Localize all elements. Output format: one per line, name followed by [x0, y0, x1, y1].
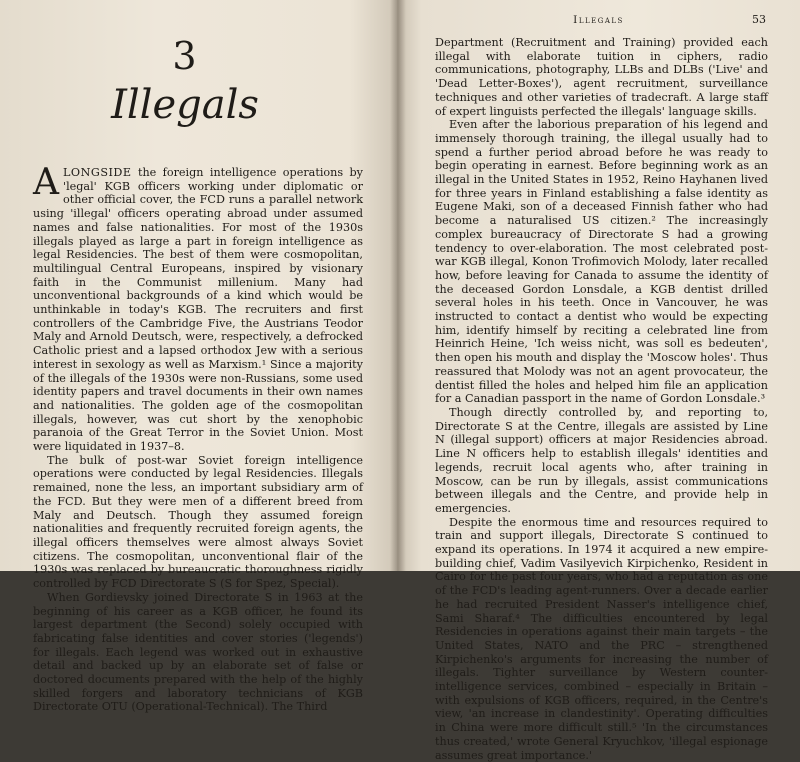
book-gutter [390, 0, 406, 571]
drop-cap: A [33, 162, 59, 203]
left-paragraph-1 [33, 162, 363, 454]
right-paragraph-2: Even after the laborious preparation of his legend and immensely thorough training, the illegal usually had to spend a further period abroad before he was ready to begin operating in earnest. Before beginning work as an illegal in the United States in 1952, Reino Hayhanen lived for three years in Finland establishing a false identity as Eugene Maki, son of a deceased Finnish father who had become a naturalised US citizen.² The increasingly complex bureaucracy of Directorate S had a growing tendency to over-elaboration. The most celebrated post-war KGB illegal, Konon Trofimovich Molody, later recalled how, before leaving for Canada to assume the identity of the deceased Gordon Lonsdale, a KGB dentist drilled several holes in his teeth. Once in Vancouver, he was instructed to contact a dentist who would be expecting him, identify himself by reciting a celebrated line from Heinrich Heine, 'Ich weiss nicht, was soll es bedeuten', then open his mouth and display the 'Moscow holes'. Thus reassured that Molody was not an agent provocateur, the dentist filled the holes and helped him file an application for a Canadian passport in the name of Gordon Lonsdale.³ [435, 118, 768, 406]
right-paragraph-1: Department (Recruitment and Training) provided each illegal with elaborate tuition in ciphers, radio communications, photography, LLBs and DLBs ('Live' and 'Dead Letter-Boxes'), agent recruitment, surveillance techniques and other varieties of tradecraft. A large staff of expert linguists perfected the illegals' language skills. [435, 36, 768, 118]
page-number: 53 [752, 13, 766, 26]
right-page-body [435, 36, 768, 762]
running-head: Illegals [573, 14, 624, 26]
left-paragraph-1-text: the foreign intelligence operations by 'legal' KGB officers working under diplomatic or other official cover, the FCD runs a parallel network using 'illegal' officers operating abroad under assumed names and false nationalities. For most of the 1930s illegals played as large a part in foreign intelligence as legal Residencies. The best of them were cosmopolitan, multilingual Central Europeans, inspired by visionary faith in the Communist millenium. Many had unconventional backgrounds of a kind which would be unthinkable in today's KGB. The recruiters and first controllers of the Cambridge Five, the Austrians Teodor Maly and Arnold Deutsch, were, respectively, a defrocked Catholic priest and a lapsed orthodox Jew with a serious interest in sexology as well as Marxism.¹ Since a majority of the illegals of the 1930s were non-Russians, some used identity papers and travel documents in their own names and nationalities. The golden age of the cosmopolitan illegals, however, was cut short by the xenophobic paranoia of the Great Terror in the Soviet Union. Most were liquidated in 1937–8. [33, 166, 363, 454]
right-paragraph-4: Despite the enormous time and resources required to train and support illegals, Directorate S continued to expand its operations. In 1974 it acquired a new empire-building chief, Vadim Vasilyevich Kirpichenko, Resident in Cairo for the past four years, who had a reputation as one of the FCD's leading agent-runners. Over a decade earlier he had recruited President Nasser's intelligence chief, Sami Sharaf.⁴ The difficulties encountered by legal Residencies in operations against their main targets – the United States, NATO and the PRC – strengthened Kirpichenko's arguments for increasing the number of illegals. Tighter surveillance by Western counter-intelligence services, combined – especially in Britain – with expulsions of KGB officers, required, in the Centre's view, 'an increase in clandestinity'. Operating difficulties in China were more difficult still.⁵ 'In the circumstances thus created,' wrote General Kryuchkov, 'illegal espionage assumes great importance.' [435, 515, 768, 762]
left-page-body [33, 162, 363, 714]
chapter-number: 3 [172, 34, 198, 78]
left-paragraph-2: The bulk of post-war Soviet foreign intelligence operations were conducted by legal Residencies. Illegals remained, none the less, an important subsidiary arm of the FCD. But they were men of a different breed from Maly and Deutsch. Though they assumed foreign nationalities and frequently recruited foreign agents, the illegal officers themselves were almost always Soviet citizens. The cosmopolitan, unconventional flair of the 1930s was replaced by bureaucratic thoroughness rigidly controlled by FCD Directorate S (S for Spez, Special). [33, 453, 363, 591]
left-paragraph-3: When Gordievsky joined Directorate S in 1963 at the beginning of his career as a KGB officer, he found its largest department (the Second) solely occupied with fabricating false identities and cover stories ('legends') for illegals. Each legend was worked out in exhaustive detail and backed up by an elaborate set of false or doctored documents prepared with the help of the highly skilled forgers and laboratory technicians of KGB Directorate OTU (Operational-Technical). The Third [33, 590, 363, 714]
right-page [397, 0, 800, 762]
left-page [0, 0, 397, 714]
right-paragraph-3: Though directly controlled by, and reporting to, Directorate S at the Centre, illegals are assisted by Line N (illegal support) officers at major Residencies abroad. Line N officers help to establish illegals' identities and legends, recruit local agents who, after training in Moscow, can be run by illegals, assist communications between illegals and the Centre, and provide help in emergencies. [435, 405, 768, 515]
chapter-title: Illegals [111, 82, 259, 128]
opening-word: LONGSIDE [63, 166, 132, 179]
